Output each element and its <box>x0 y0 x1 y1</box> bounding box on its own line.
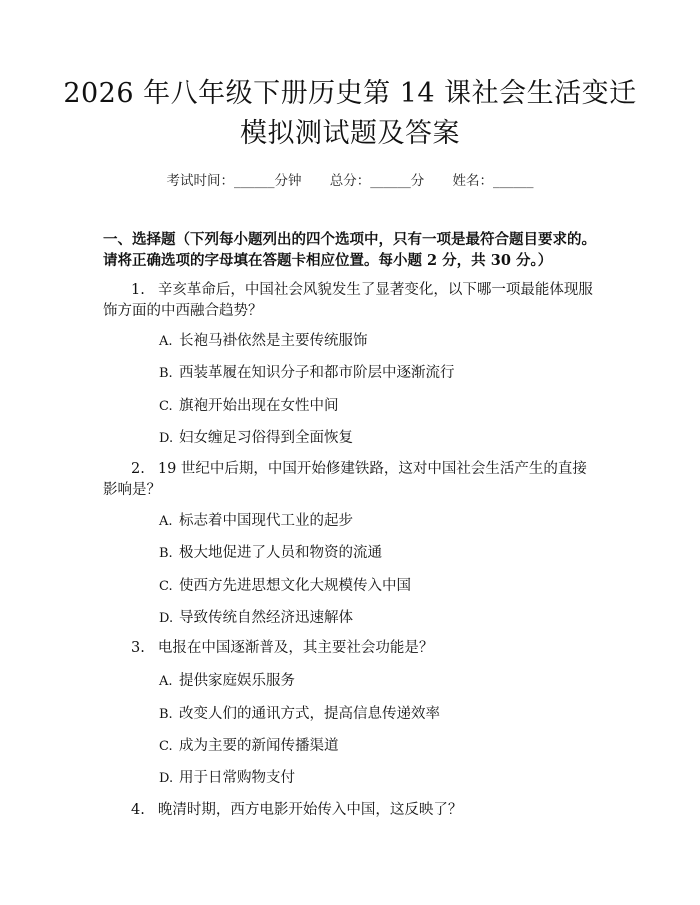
exam-time: 考试时间：______分钟 <box>166 173 302 189</box>
exam-score: 总分：______分 <box>329 173 425 189</box>
option-1a <box>159 331 368 352</box>
option-3a <box>159 671 295 692</box>
option-letter: A. <box>159 334 173 349</box>
option-letter: C. <box>159 579 173 594</box>
option-letter: D. <box>159 611 174 626</box>
question-text: 19 世纪中后期，中国开始修建铁路，这对中国社会生活产生的直接影响是？ <box>103 461 587 498</box>
option-text: 用于日常购物支付 <box>179 770 295 786</box>
question-1 <box>103 280 598 322</box>
option-letter: B. <box>159 366 173 381</box>
question-number: 2. <box>131 461 145 477</box>
option-2d <box>159 608 353 629</box>
question-text: 电报在中国逐渐普及，其主要社会功能是？ <box>157 640 434 656</box>
question-3 <box>103 638 598 659</box>
option-1c <box>159 396 339 417</box>
option-text: 标志着中国现代工业的起步 <box>179 513 353 529</box>
option-2a <box>159 511 353 532</box>
question-number: 3. <box>131 640 145 656</box>
option-text: 极大地促进了人员和物资的流通 <box>179 545 382 561</box>
option-text: 改变人们的通讯方式，提高信息传递效率 <box>179 706 440 722</box>
option-letter: C. <box>159 399 173 414</box>
page-title: 2026 年八年级下册历史第 14 课社会生活变迁模拟测试题及答案 <box>63 78 637 149</box>
question-text: 辛亥革命后，中国社会风貌发生了显著变化，以下哪一项最能体现服饰方面的中西融合趋势？ <box>103 282 593 319</box>
option-text: 西装革履在知识分子和都市阶层中逐渐流行 <box>179 365 455 381</box>
option-letter: A. <box>159 514 173 529</box>
option-text: 旗袍开始出现在女性中间 <box>179 398 339 414</box>
option-3b <box>159 704 440 725</box>
question-text: 晚清时期，西方电影开始传入中国，这反映了？ <box>157 802 463 818</box>
option-letter: A. <box>159 674 173 689</box>
option-text: 使西方先进思想文化大规模传入中国 <box>179 578 411 594</box>
option-text: 妇女缠足习俗得到全面恢复 <box>179 430 353 446</box>
option-text: 长袍马褂依然是主要传统服饰 <box>179 333 368 349</box>
option-2b <box>159 543 382 564</box>
option-text: 导致传统自然经济迅速解体 <box>179 610 353 626</box>
option-3d <box>159 768 295 789</box>
option-letter: C. <box>159 739 173 754</box>
exam-meta <box>0 169 700 189</box>
option-letter: D. <box>159 771 174 786</box>
option-2c <box>159 576 411 597</box>
option-text: 提供家庭娱乐服务 <box>179 673 295 689</box>
question-2 <box>103 459 598 501</box>
option-3c <box>159 736 339 757</box>
option-letter: D. <box>159 431 174 446</box>
question-4 <box>103 800 598 821</box>
option-1d <box>159 428 353 449</box>
student-name: 姓名：______ <box>452 173 534 189</box>
section-heading: 一、选择题（下列每小题列出的四个选项中，只有一项是最符合题目要求的。请将正确选项的字母填在答题卡相应位置。每小题 2 分，共 30 分。） <box>103 231 596 269</box>
option-1b <box>159 363 455 384</box>
option-text: 成为主要的新闻传播渠道 <box>179 738 339 754</box>
option-letter: B. <box>159 546 173 561</box>
question-number: 1. <box>131 282 145 298</box>
option-letter: B. <box>159 707 173 722</box>
question-number: 4. <box>131 802 145 818</box>
